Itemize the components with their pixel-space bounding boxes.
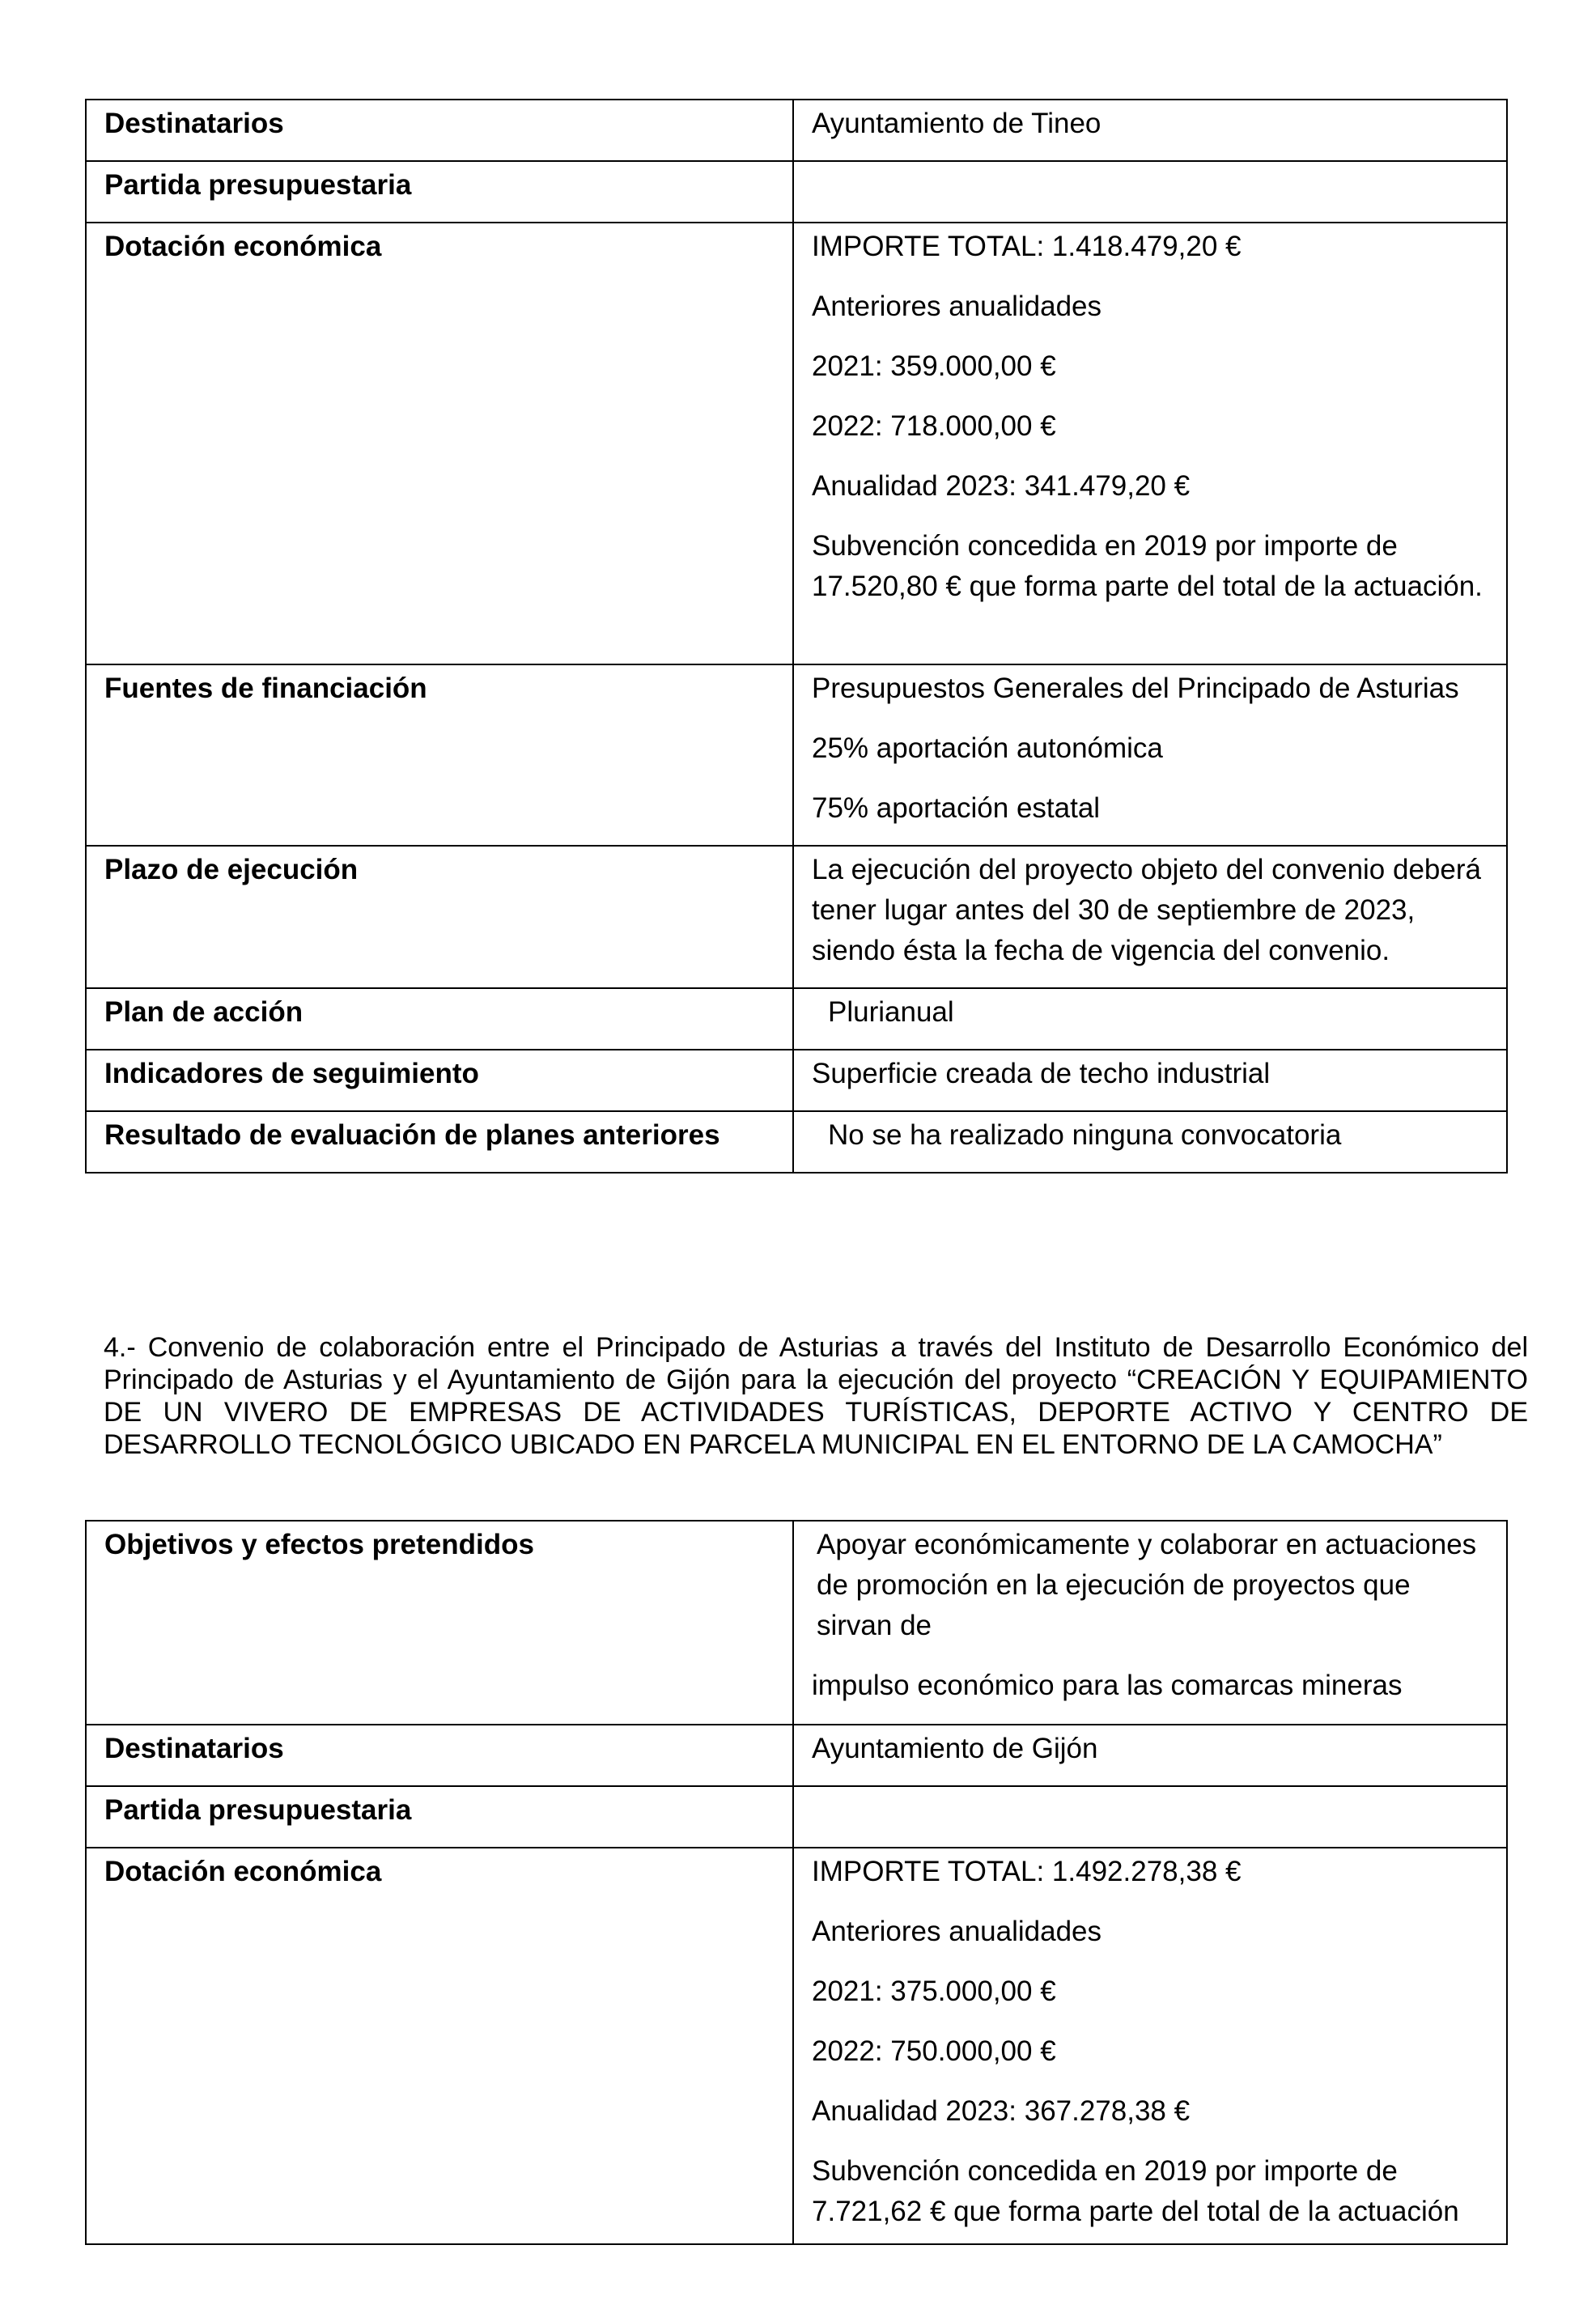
row-value <box>793 1848 1507 2244</box>
row-value <box>793 1786 1507 1848</box>
row-value: Superficie creada de techo industrial <box>793 1050 1507 1111</box>
funding-table-tineo <box>85 99 1508 1173</box>
row-label: Dotación económica <box>86 1848 793 2244</box>
fuentes-line: Presupuestos Generales del Principado de Asturias <box>812 673 1459 704</box>
row-label: Indicadores de seguimiento <box>86 1050 793 1111</box>
dotacion-line: Anualidad 2023: 341.479,20 € <box>812 470 1191 502</box>
row-label: Plan de acción <box>86 988 793 1050</box>
objetivos-value-cont: impulso económico para las comarcas mineras <box>812 1670 1403 1701</box>
row-value <box>793 223 1507 664</box>
dotacion-line: 2022: 750.000,00 € <box>812 2035 1056 2067</box>
table-row <box>86 100 1507 161</box>
table-row <box>86 1725 1507 1786</box>
dotacion-line: 2021: 359.000,00 € <box>812 350 1056 382</box>
table-row <box>86 223 1507 664</box>
table-row <box>86 846 1507 988</box>
dotacion-line: Anteriores anualidades <box>812 1916 1102 1947</box>
row-label: Destinatarios <box>86 100 793 161</box>
dotacion-note: Subvención concedida en 2019 por importe de 7.721,62 € que forma parte del total de la actuación <box>812 2155 1459 2227</box>
fuentes-line: 25% aportación autonómica <box>812 732 1163 764</box>
fuentes-line: 75% aportación estatal <box>812 792 1101 824</box>
row-label: Dotación económica <box>86 223 793 664</box>
row-value <box>793 664 1507 846</box>
dotacion-total: IMPORTE TOTAL: 1.492.278,38 € <box>812 1856 1242 1887</box>
row-value <box>793 1521 1507 1725</box>
row-label: Objetivos y efectos pretendidos <box>86 1521 793 1725</box>
table-row <box>86 1521 1507 1725</box>
row-label: Plazo de ejecución <box>86 846 793 988</box>
dotacion-line: Anualidad 2023: 367.278,38 € <box>812 2095 1191 2127</box>
row-label: Fuentes de financiación <box>86 664 793 846</box>
table-row <box>86 988 1507 1050</box>
dotacion-line: Anteriores anualidades <box>812 291 1102 322</box>
dotacion-total: IMPORTE TOTAL: 1.418.479,20 € <box>812 231 1242 262</box>
table-row <box>86 161 1507 223</box>
table-row <box>86 664 1507 846</box>
resultado-value: No se ha realizado ninguna convocatoria <box>828 1119 1342 1151</box>
row-value <box>793 161 1507 223</box>
dotacion-line: 2021: 375.000,00 € <box>812 1976 1056 2007</box>
objetivos-value: Apoyar económicamente y colaborar en actuaciones de promoción en la ejecución de proyectos que sirvan de <box>817 1529 1477 1641</box>
row-label: Resultado de evaluación de planes anteriores <box>86 1111 793 1173</box>
row-value: Ayuntamiento de Gijón <box>793 1725 1507 1786</box>
row-value: Ayuntamiento de Tineo <box>793 100 1507 161</box>
row-label: Partida presupuestaria <box>86 1786 793 1848</box>
row-value: La ejecución del proyecto objeto del convenio deberá tener lugar antes del 30 de septiembre de 2023, siendo ésta la fecha de vigencia del convenio. <box>793 846 1507 988</box>
row-label: Partida presupuestaria <box>86 161 793 223</box>
row-value <box>793 1111 1507 1173</box>
table-row <box>86 1111 1507 1173</box>
funding-table-gijon <box>85 1520 1508 2245</box>
row-label: Destinatarios <box>86 1725 793 1786</box>
table-row <box>86 1848 1507 2244</box>
row-value <box>793 988 1507 1050</box>
table-row <box>86 1786 1507 1848</box>
plan-value: Plurianual <box>828 996 954 1028</box>
section-4-heading: 4.- Convenio de colaboración entre el Principado de Asturias a través del Instituto de Desarrollo Económico del Principado de Asturias y el Ayuntamiento de Gijón para la ejecución del proyecto “CREACIÓN Y EQUIPAMIENTO DE UN VIVERO DE EMPRESAS DE ACTIVIDADES TURÍSTICAS, DEPORTE ACTIVO Y CENTRO DE DESARROLLO TECNOLÓGICO UBICADO EN PARCELA MUNICIPAL EN EL ENTORNO DE LA CAMOCHA” <box>104 1332 1528 1460</box>
table-row <box>86 1050 1507 1111</box>
dotacion-note: Subvención concedida en 2019 por importe de 17.520,80 € que forma parte del total de la actuación. <box>812 530 1483 602</box>
dotacion-line: 2022: 718.000,00 € <box>812 410 1056 442</box>
